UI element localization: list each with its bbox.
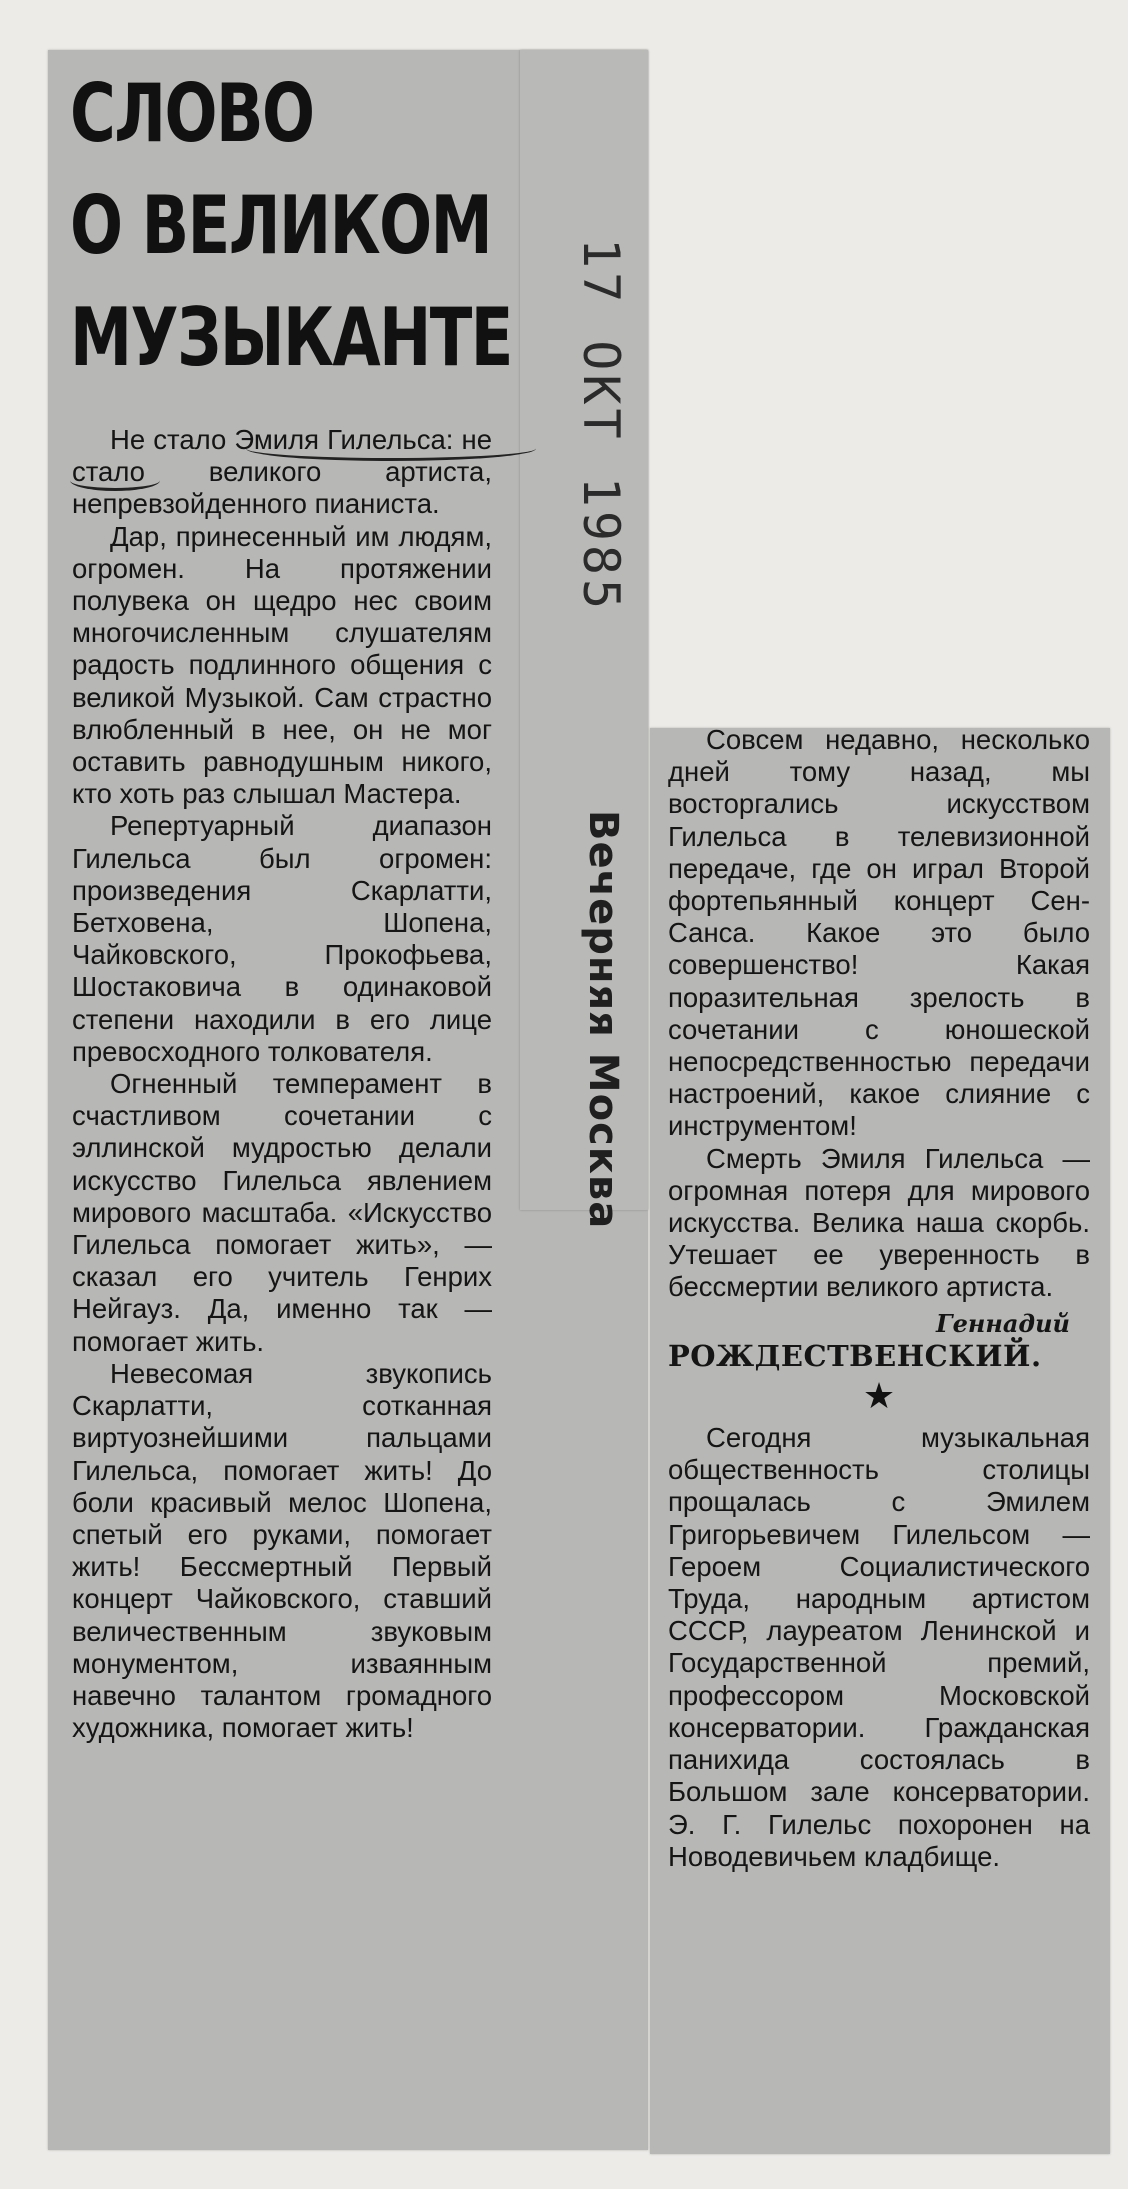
paragraph: Огненный темперамент в счастливом сочетании с эллинской мудростью делали искусство Гилельса явлением мирового масштаба. «Искусство Гилельса помогает жить», — сказал его учитель Генрих Нейгауз. Да, именно так — помогает жить. bbox=[72, 1068, 492, 1357]
article-right-column bbox=[668, 724, 1090, 1873]
paragraph: Невесомая звукопись Скарлатти, сотканная виртуознейшими пальцами Гилельса, помогает жить! До боли красивый мелос Шопена, спетый его руками, помогает жить! Бессмертный Первый концерт Чайковского, ставший величественным звуковым монументом, изваянным навечно талантом громадного художника, помогает жить! bbox=[72, 1357, 492, 1744]
signature-first-name: Геннадий bbox=[936, 1308, 1070, 1338]
headline-line-3: МУЗЫКАНТЕ bbox=[70, 291, 512, 384]
obituary-paragraph: Сегодня музыкальная общественность столицы прощалась с Эмилем Григорьевичем Гилельсом — Героем Социалистического Труда, народным артистом СССР, лауреатом Ленинской и Государственной премий, профессором Московской консерватории. Гражданская панихида состоялась в Большом зале консерватории. Э. Г. Гилельс похоронен на Новодевичьем кладбище. bbox=[668, 1422, 1090, 1872]
star-separator: ★ bbox=[862, 1375, 896, 1417]
newspaper-stamp: Вечерняя Москва bbox=[580, 810, 626, 1230]
paragraph: Репертуарный диапазон Гилельса был огромен: произведения Скарлатти, Бетховена, Шопена, Чайковского, Прокофьева, Шостаковича в одинаковой степени находили в его лице превосходного толкователя. bbox=[72, 810, 492, 1067]
article-left-column bbox=[72, 424, 492, 1744]
paragraph: Смерть Эмиля Гилельса — огромная потеря для мирового искусства. Велика наша скорбь. Утешает ее уверенность в бессмертии великого артиста. bbox=[668, 1142, 1090, 1303]
signature-last-name: РОЖДЕСТВЕНСКИЙ. bbox=[668, 1338, 1042, 1373]
date-stamp: 17 ОКТ 1985 bbox=[572, 238, 630, 614]
paragraph: Совсем недавно, несколько дней тому назад, мы восторгались искусством Гилельса в телевизионной передаче, где он играл Второй фортепьянный концерт Сен-Санса. Какое это было совершенство! Какая поразительная зрелость в сочетании с юношеской непосредственностью передачи настроений, какое слияние с инструментом! bbox=[668, 724, 1090, 1142]
headline-line-1: СЛОВО bbox=[70, 67, 314, 160]
paragraph: Не стало Эмиля Гилельса: не стало великого артиста, непревзойденного пианиста. bbox=[72, 424, 492, 520]
paragraph: Дар, принесенный им людям, огромен. На протяжении полувека он щедро нес своим многочисленным слушателям радость подлинного общения с великой Музыкой. Сам страстно влюбленный в нее, он не мог оставить равнодушным никого, кто хоть раз слышал Мастера. bbox=[72, 520, 492, 810]
article-headline bbox=[70, 58, 512, 394]
headline-line-2: О ВЕЛИКОМ bbox=[70, 179, 492, 272]
